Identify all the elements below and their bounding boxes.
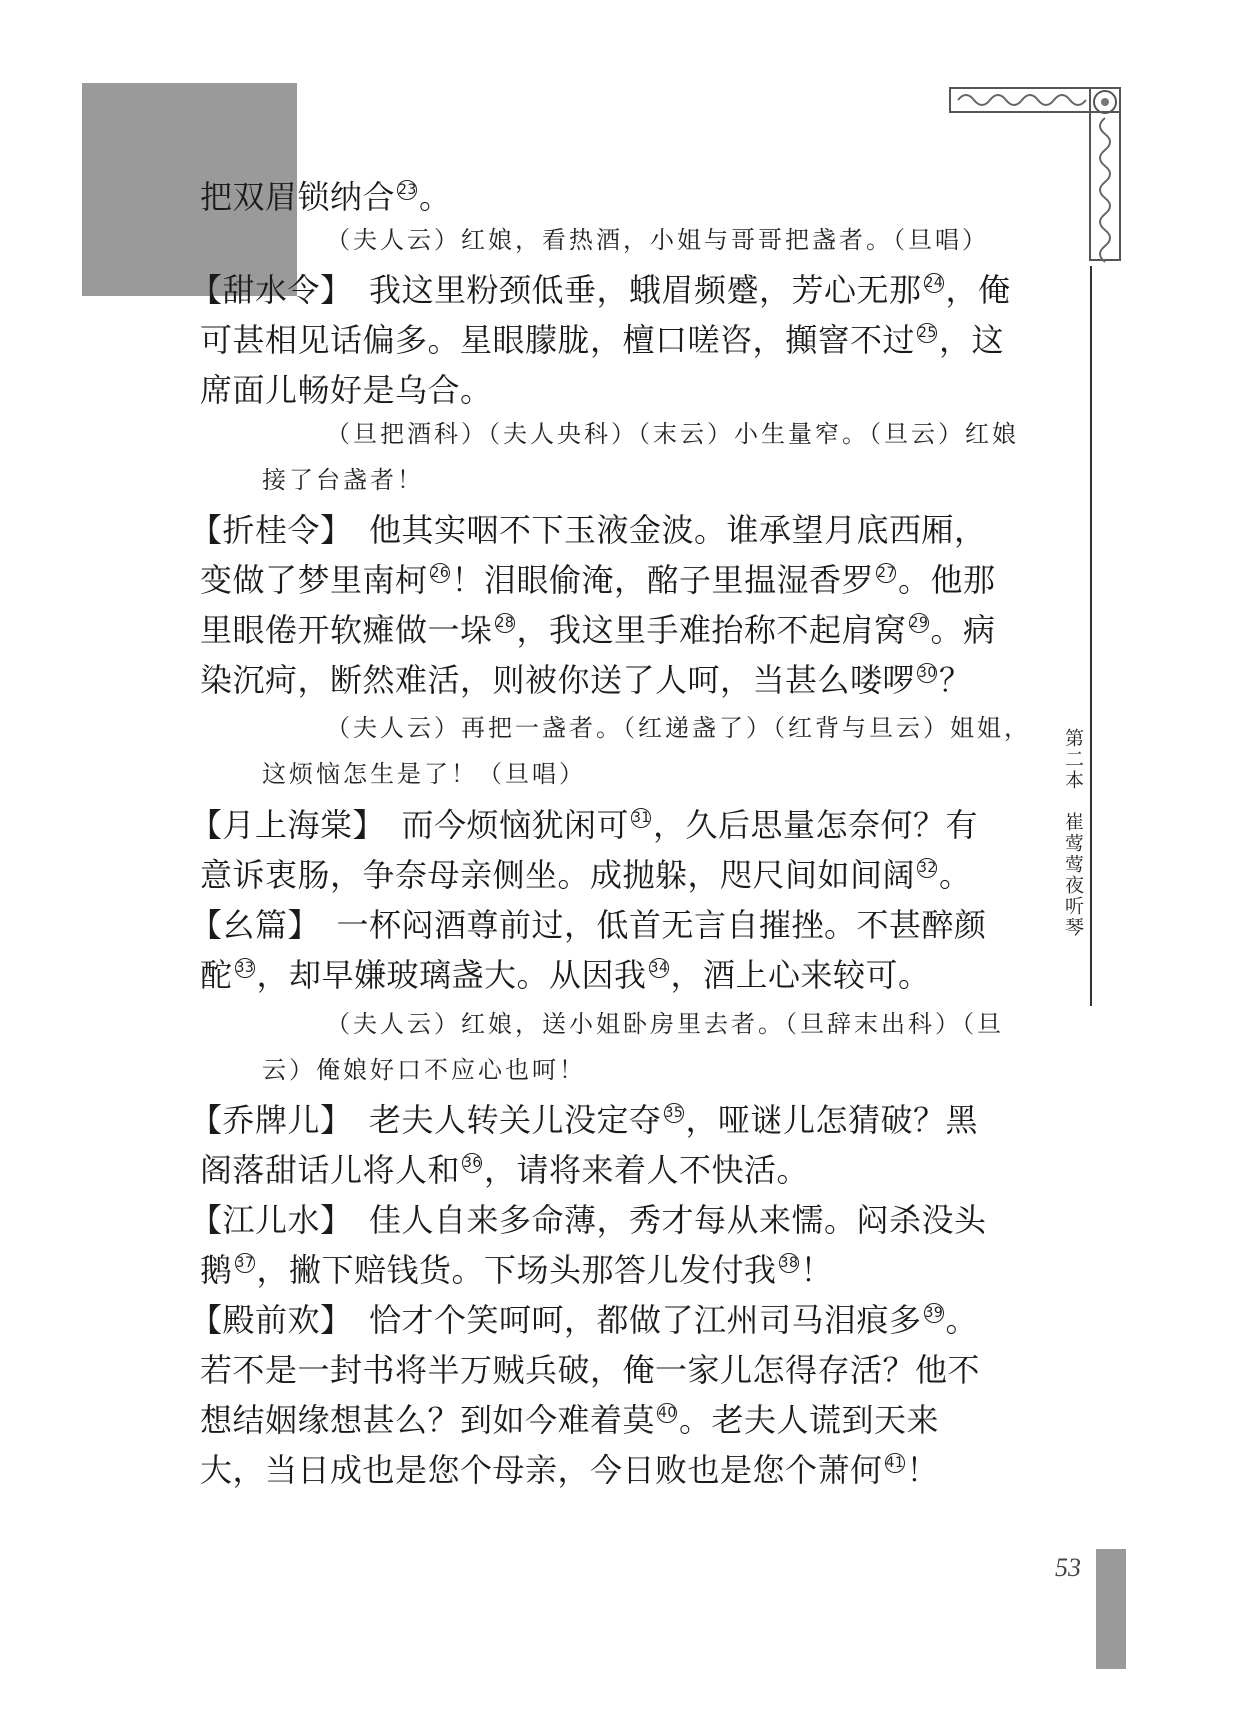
stage-direction: （夫人云）红娘，送小姐卧房里去者。（旦辞末出科）（旦 — [326, 1010, 1004, 1038]
stage-direction: 接了台盏者！ — [262, 466, 424, 494]
footnote-marker: 23 — [398, 182, 417, 198]
footnote-marker: 29 — [909, 615, 929, 631]
footnote-marker: 40 — [658, 1405, 677, 1421]
text-line: 大，当日成也是您个母亲，今日败也是您个萧何 41！ — [200, 1451, 940, 1489]
text-line: 想结姻缘想甚么？到如今难着莫 40。老夫人谎到天来 — [200, 1401, 940, 1439]
text-line: 【殿前欢】 恰才个笑呵呵，都做了江州司马泪痕多 39。 — [190, 1301, 979, 1339]
page-edge-tab — [1096, 1549, 1126, 1669]
text-line: 意诉衷肠，争奈母亲侧坐。成抛躲，咫尺间如间阔 32。 — [200, 856, 972, 894]
text-line: 阁落甜话儿将人和 36，请将来着人不快活。 — [200, 1151, 810, 1189]
text-line: 【甜水令】 我这里粉颈低垂，蛾眉频蹙，芳心无那 24，俺 — [190, 271, 1011, 309]
text-line: 席面儿畅好是乌合。 — [200, 371, 493, 409]
footnote-marker: 37 — [235, 1255, 255, 1271]
text-line: 鹅 37，撇下赔钱货。下场头那答儿发付我 38！ — [200, 1251, 834, 1289]
footnote-marker: 34 — [649, 960, 669, 976]
text-line: 若不是一封书将半万贼兵破，俺一家儿怎得存活？他不 — [200, 1351, 981, 1389]
footnote-marker: 41 — [885, 1455, 905, 1471]
text-line: 【乔牌儿】 老夫人转关儿没定夺 35，哑谜儿怎猜破？黑 — [190, 1101, 979, 1139]
footnote-marker: 28 — [495, 615, 515, 631]
footnote-marker: 39 — [924, 1305, 944, 1321]
text-line: 把双眉锁纳合 23。 — [200, 178, 452, 216]
stage-direction: 这烦恼怎生是了！（旦唱） — [262, 760, 586, 788]
text-line: 【幺篇】 一杯闷酒尊前过，低首无言自摧挫。不甚醉颜 — [190, 906, 987, 944]
page-number: 53 — [1055, 1553, 1081, 1582]
footnote-marker: 30 — [918, 665, 937, 681]
footnote-marker: 38 — [779, 1255, 799, 1271]
text-line: 【江儿水】 佳人自来多命薄，秀才每从来懦。闷杀没头 — [190, 1201, 987, 1239]
text-line: 染沉疴，断然难活，则被你送了人呵，当甚么喽啰 30？ — [200, 661, 972, 699]
stage-direction: 云）俺娘好口不应心也呵！ — [262, 1056, 586, 1084]
text-line: 变做了梦里南柯 26！泪眼偷淹，酩子里揾湿香罗 27。他那 — [200, 561, 996, 599]
text-line: 里眼倦开软瘫做一垛 28，我这里手难抬称不起肩窝 29。病 — [200, 611, 996, 649]
footnote-marker: 26 — [430, 565, 450, 581]
running-title: 第二本 崔莺莺夜听琴 — [1062, 728, 1084, 938]
footnote-marker: 31 — [632, 810, 651, 826]
text-line: 【月上海棠】 而今烦恼犹闲可 31，久后思量怎奈何？有 — [190, 806, 979, 844]
footnote-marker: 24 — [924, 275, 944, 291]
footnote-marker: 33 — [235, 960, 255, 976]
text-line: 【折桂令】 他其实咽不下玉液金波。谁承望月底西厢， — [190, 511, 987, 549]
stage-direction: （夫人云）再把一盏者。（红递盏了）（红背与旦云）姐姐， — [326, 714, 1031, 742]
footnote-marker: 35 — [664, 1105, 684, 1121]
text-line: 可甚相见话偏多。星眼朦胧，檀口嗟咨，攧窨不过 25，这 — [200, 321, 1005, 359]
footnote-marker: 32 — [918, 860, 937, 876]
footnote-marker: 25 — [918, 325, 937, 341]
footnote-marker: 27 — [877, 565, 896, 581]
side-rule — [1090, 266, 1092, 1006]
text-line: 酡 33，却早嫌玻璃盏大。从因我 34，酒上心来较可。 — [200, 956, 931, 994]
stage-direction: （夫人云）红娘，看热酒，小姐与哥哥把盏者。（旦唱） — [326, 226, 989, 254]
footnote-marker: 36 — [463, 1155, 482, 1171]
stage-direction: （旦把酒科）（夫人央科）（末云）小生量窄。（旦云）红娘 — [326, 420, 1019, 448]
